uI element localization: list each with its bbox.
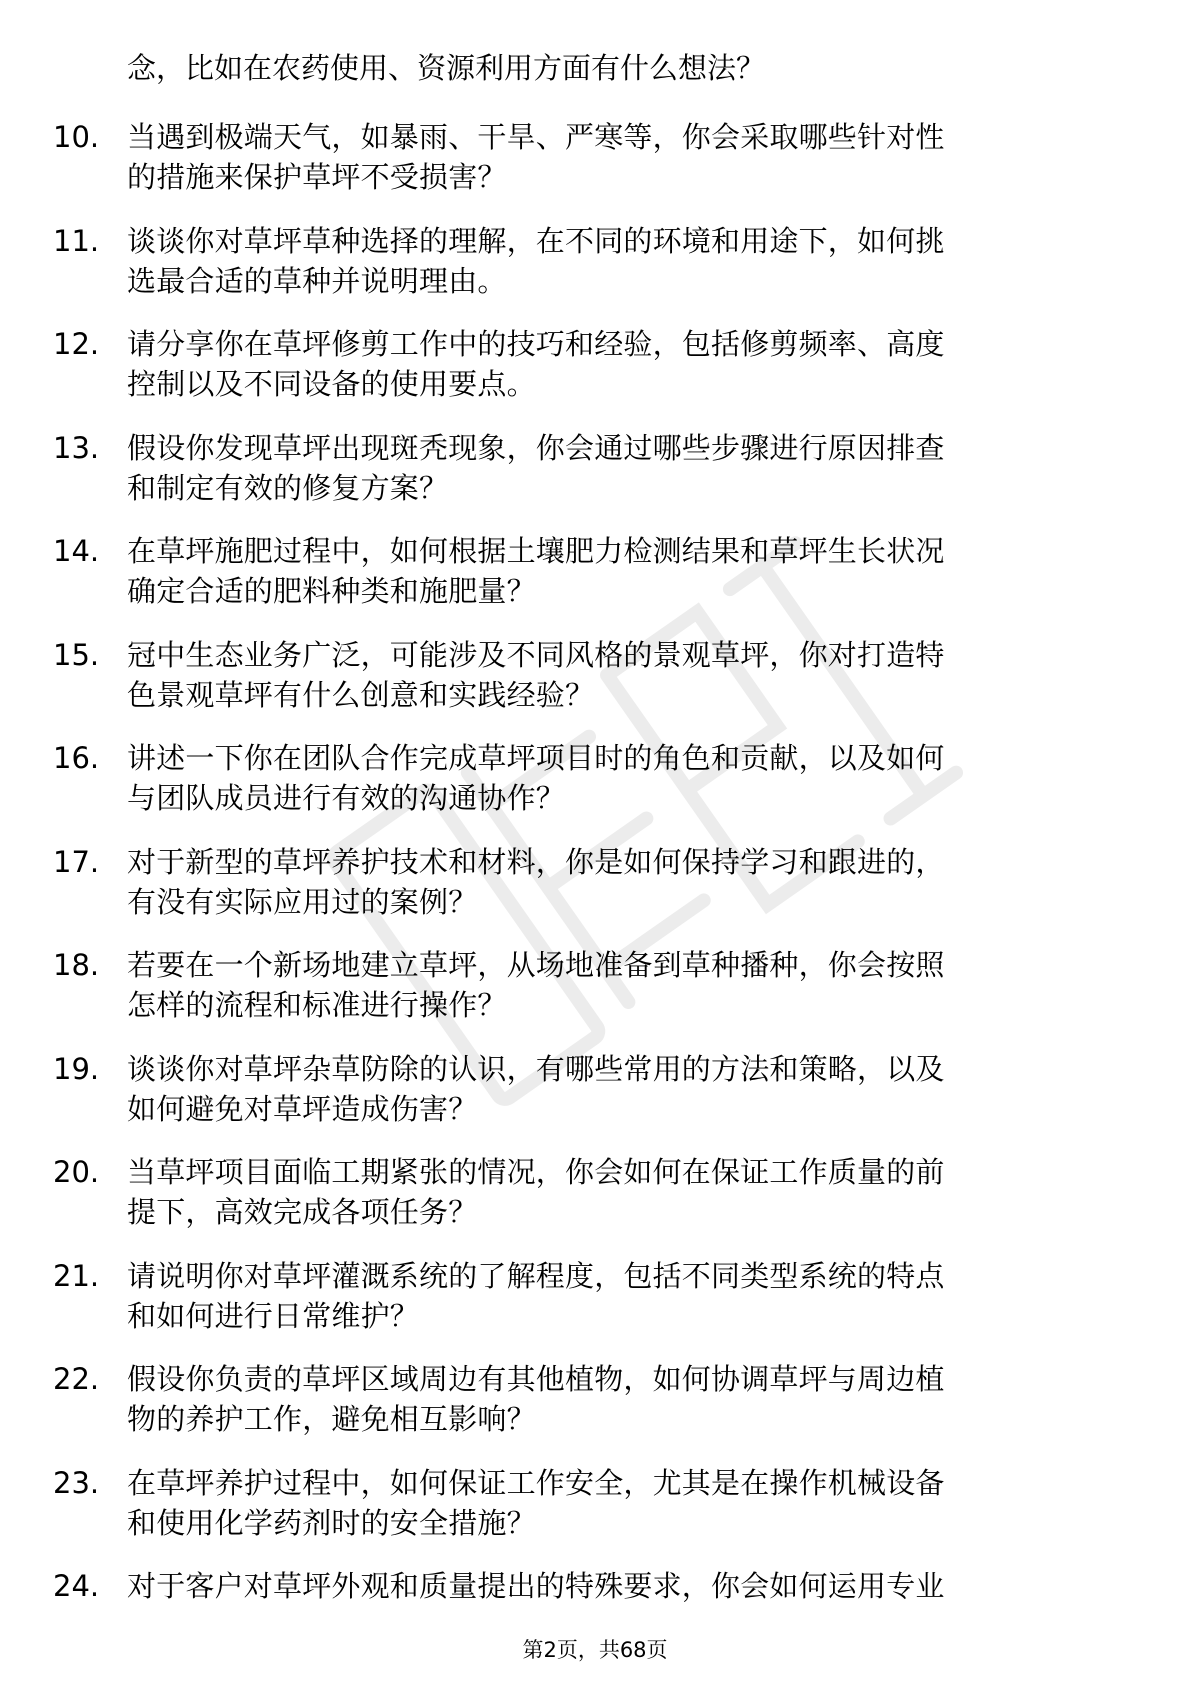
question-line: 控制以及不同设备的使用要点。 <box>127 367 536 401</box>
question-line: 对于新型的草坪养护技术和材料，你是如何保持学习和跟进的， <box>127 844 945 879</box>
question-line: 怎样的流程和标准进行操作？ <box>127 988 507 1022</box>
question-number: 21. <box>53 1258 100 1293</box>
page-footer: 第2页，共68页 <box>522 1638 668 1662</box>
question-text <box>127 531 1127 611</box>
question-number: 17. <box>53 844 100 879</box>
question-number: 15. <box>53 637 100 672</box>
question-line: 谈谈你对草坪草种选择的理解，在不同的环境和用途下，如何挑 <box>127 223 945 258</box>
question-line: 确定合适的肥料种类和施肥量？ <box>127 574 536 608</box>
question-line: 有没有实际应用过的案例？ <box>127 884 478 919</box>
question-line: 选最合适的草种并说明理由。 <box>127 263 507 298</box>
question-number: 19. <box>53 1051 100 1086</box>
question-text <box>127 1566 1127 1606</box>
question-text <box>127 635 1127 715</box>
question-line: 当草坪项目面临工期紧张的情况，你会如何在保证工作质量的前 <box>127 1155 945 1189</box>
question-text <box>127 1152 1127 1232</box>
list-item <box>0 1049 1190 1153</box>
question-number: 23. <box>53 1465 100 1500</box>
question-text <box>127 738 1127 818</box>
list-item <box>0 1463 1190 1567</box>
question-text <box>127 1463 1127 1543</box>
question-line: 对于客户对草坪外观和质量提出的特殊要求，你会如何运用专业 <box>127 1569 945 1603</box>
question-number: 10. <box>53 120 100 154</box>
list-item <box>0 635 1190 739</box>
question-text <box>127 945 1127 1025</box>
question-line: 讲述一下你在团队合作完成草坪项目时的角色和贡献，以及如何 <box>127 741 945 775</box>
question-number: 13. <box>53 430 100 465</box>
question-number: 14. <box>53 534 100 568</box>
question-line: 当遇到极端天气，如暴雨、干旱、严寒等，你会采取哪些针对性 <box>127 120 945 154</box>
question-list <box>0 117 1190 1670</box>
list-item <box>0 1152 1190 1256</box>
question-text <box>127 221 1127 301</box>
question-line: 和制定有效的修复方案？ <box>127 470 449 505</box>
list-item <box>0 1256 1190 1360</box>
question-number: 12. <box>53 327 100 361</box>
question-text <box>127 428 1127 508</box>
question-line: 的措施来保护草坪不受损害？ <box>127 160 507 194</box>
question-line: 谈谈你对草坪杂草防除的认识，有哪些常用的方法和策略，以及 <box>127 1051 945 1086</box>
question-line: 如何避免对草坪造成伤害？ <box>127 1091 478 1126</box>
question-line: 冠中生态业务广泛，可能涉及不同风格的景观草坪，你对打造特 <box>127 637 945 672</box>
list-item <box>0 117 1190 221</box>
question-number: 24. <box>53 1569 100 1603</box>
question-line: 和使用化学药剂时的安全措施？ <box>127 1505 536 1540</box>
question-text <box>127 1049 1127 1129</box>
question-text <box>127 324 1127 404</box>
question-line: 假设你负责的草坪区域周边有其他植物，如何协调草坪与周边植 <box>127 1362 945 1396</box>
question-line: 请分享你在草坪修剪工作中的技巧和经验，包括修剪频率、高度 <box>127 327 945 361</box>
continuation-text: 念，比如在农药使用、资源利用方面有什么想法？ <box>127 51 766 85</box>
question-line: 在草坪养护过程中，如何保证工作安全，尤其是在操作机械设备 <box>127 1465 945 1500</box>
list-item <box>0 531 1190 635</box>
question-text <box>127 842 1127 922</box>
question-line: 若要在一个新场地建立草坪，从场地准备到草种播种，你会按照 <box>127 948 945 982</box>
question-line: 和如何进行日常维护？ <box>127 1298 420 1333</box>
question-line: 色景观草坪有什么创意和实践经验？ <box>127 677 595 712</box>
question-number: 20. <box>53 1155 100 1189</box>
list-item <box>0 1359 1190 1463</box>
question-text <box>127 1359 1127 1439</box>
list-item <box>0 428 1190 532</box>
question-line: 物的养护工作，避免相互影响？ <box>127 1402 536 1436</box>
question-text <box>127 1256 1127 1336</box>
question-text <box>127 117 1127 197</box>
question-line: 与团队成员进行有效的沟通协作？ <box>127 781 566 815</box>
question-number: 18. <box>53 948 100 982</box>
list-item <box>0 738 1190 842</box>
question-line: 假设你发现草坪出现斑秃现象，你会通过哪些步骤进行原因排查 <box>127 430 945 465</box>
question-number: 22. <box>53 1362 100 1396</box>
list-item <box>0 221 1190 325</box>
question-line: 提下，高效完成各项任务？ <box>127 1195 478 1229</box>
question-line: 在草坪施肥过程中，如何根据土壤肥力检测结果和草坪生长状况 <box>127 534 945 568</box>
question-number: 11. <box>53 223 100 258</box>
list-item <box>0 842 1190 946</box>
list-item <box>0 324 1190 428</box>
question-line: 请说明你对草坪灌溉系统的了解程度，包括不同类型系统的特点 <box>127 1258 945 1293</box>
list-item <box>0 945 1190 1049</box>
question-number: 16. <box>53 741 100 775</box>
